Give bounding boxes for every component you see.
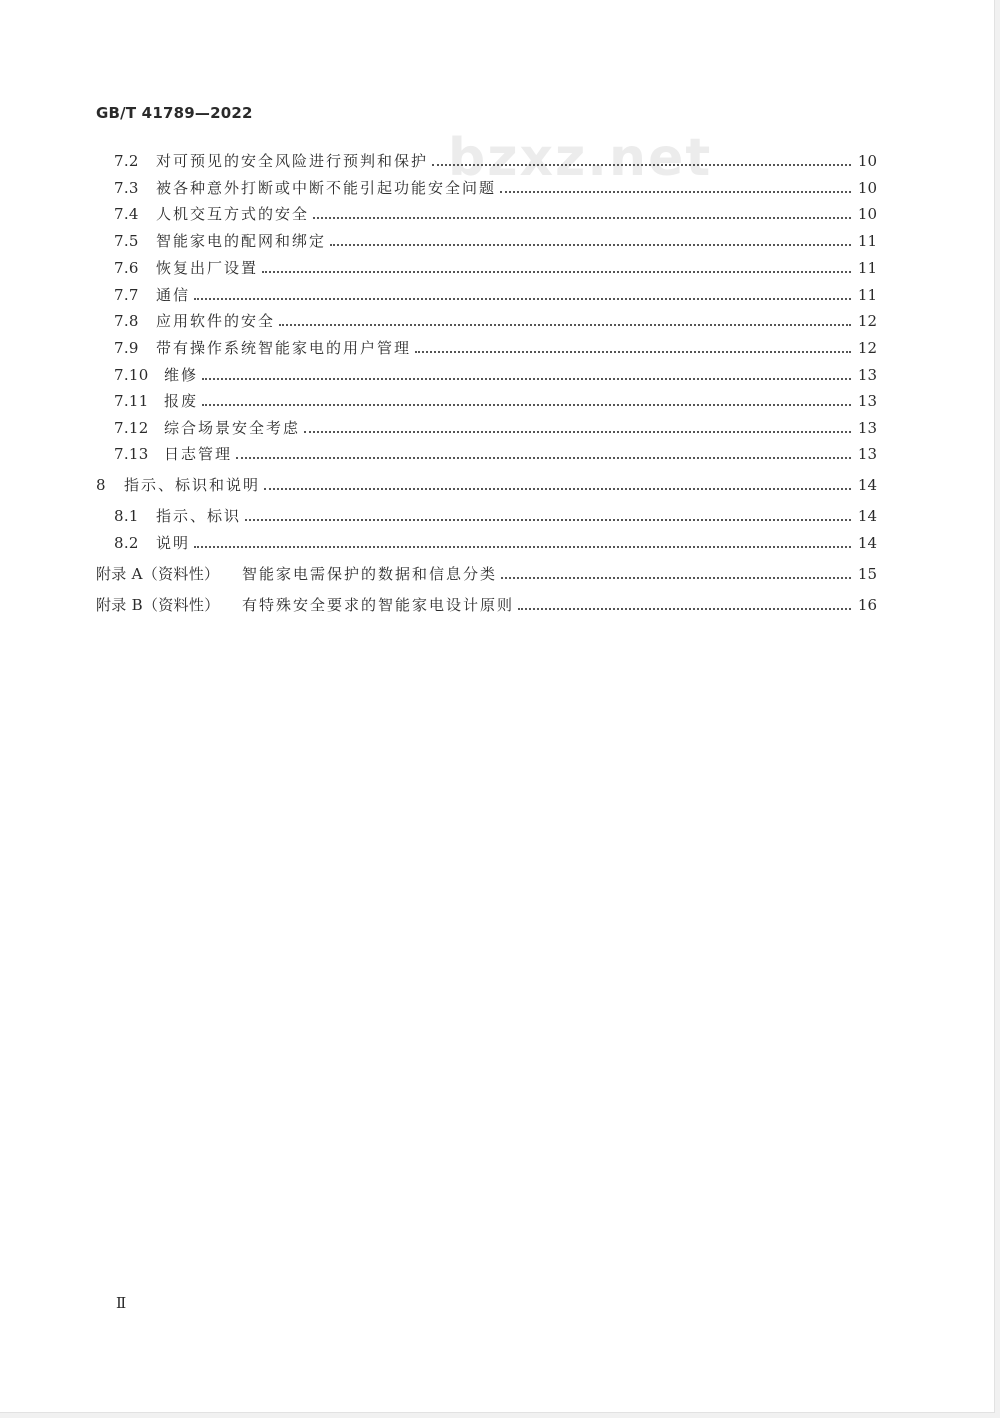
toc-entry-page: 14: [857, 507, 877, 525]
toc-entry-number: 7.4: [114, 205, 139, 223]
toc-entry-page: 12: [857, 312, 877, 330]
toc-entry-title: 指示、标识和说明: [124, 476, 261, 494]
toc-entry-page: 10: [857, 179, 877, 197]
toc-leader-dots: [415, 351, 851, 353]
toc-leader-dots: [194, 546, 851, 548]
toc-leader-dots: [245, 519, 851, 521]
page-folio: Ⅱ: [116, 1294, 127, 1312]
toc-leader-dots: [236, 457, 851, 459]
toc-entry-title: 报废: [164, 392, 199, 410]
toc-entry-page: 15: [857, 565, 877, 583]
toc-entry-page: 10: [857, 152, 877, 170]
toc-entry-page: 13: [857, 419, 877, 437]
toc-entry[interactable]: [114, 151, 877, 171]
toc-entry[interactable]: [114, 258, 877, 278]
toc-leader-dots: [202, 404, 851, 406]
toc-entry-number: 8.2: [114, 534, 139, 552]
toc-leader-dots: [330, 244, 851, 246]
toc-entry-number: 7.3: [114, 179, 139, 197]
toc-entry-number: 7.9: [114, 339, 139, 357]
toc-entry-title: 带有操作系统智能家电的用户管理: [156, 339, 412, 357]
toc-entry-title: 通信: [156, 286, 191, 304]
toc-entry-number: 8: [96, 476, 106, 494]
toc-entry[interactable]: [114, 311, 877, 331]
toc-entry-page: 11: [857, 259, 877, 277]
toc-entry[interactable]: [114, 365, 877, 385]
toc-entry[interactable]: [114, 285, 877, 305]
toc-entry[interactable]: [96, 475, 877, 495]
toc-entry[interactable]: [114, 418, 877, 438]
toc-entry-title: 被各种意外打断或中断不能引起功能安全问题: [156, 179, 497, 197]
toc-entry-title: 人机交互方式的安全: [156, 205, 310, 223]
toc-entry-number: 7.12: [114, 419, 149, 437]
toc-leader-dots: [432, 164, 851, 166]
toc-entry-title: 应用软件的安全: [156, 312, 276, 330]
toc-entry-number: 8.1: [114, 507, 139, 525]
toc-entry-page: 10: [857, 205, 877, 223]
toc-entry-number: 7.5: [114, 232, 139, 250]
toc-entry-title: 恢复出厂设置: [156, 259, 259, 277]
toc-entry[interactable]: [114, 204, 877, 224]
toc-entry-title: 对可预见的安全风险进行预判和保护: [156, 152, 429, 170]
toc-entry-page: 11: [857, 286, 877, 304]
toc-entry[interactable]: [96, 595, 877, 615]
toc-entry-title: 指示、标识: [156, 507, 242, 525]
toc-leader-dots: [279, 324, 851, 326]
toc-leader-dots: [304, 431, 851, 433]
toc-entry-title: 说明: [156, 534, 191, 552]
toc-leader-dots: [202, 378, 851, 380]
toc-leader-dots: [518, 608, 851, 610]
toc-entry-page: 12: [857, 339, 877, 357]
toc-leader-dots: [313, 217, 851, 219]
toc-entry[interactable]: [114, 506, 877, 526]
toc-entry-number: 7.10: [114, 366, 149, 384]
toc-entry[interactable]: [96, 564, 877, 584]
toc-entry[interactable]: [114, 178, 877, 198]
toc-entry-page: 16: [857, 596, 877, 614]
toc-entry-page: 14: [857, 476, 877, 494]
toc-entry-title: 综合场景安全考虑: [164, 419, 301, 437]
toc-leader-dots: [194, 298, 851, 300]
toc-leader-dots: [500, 191, 851, 193]
toc-entry-number: 7.6: [114, 259, 139, 277]
toc-entry[interactable]: [114, 444, 877, 464]
toc-entry-title: 智能家电需保护的数据和信息分类: [242, 565, 498, 583]
toc-entry[interactable]: [114, 231, 877, 251]
toc-entry-number: 附录 A（资料性）: [96, 565, 220, 583]
toc-entry-page: 13: [857, 445, 877, 463]
toc-entry-number: 附录 B（资料性）: [96, 596, 220, 614]
toc-entry-page: 13: [857, 366, 877, 384]
toc-entry[interactable]: [114, 338, 877, 358]
toc-entry-page: 11: [857, 232, 877, 250]
toc-entry-number: 7.8: [114, 312, 139, 330]
toc-entry-page: 14: [857, 534, 877, 552]
toc-entry-number: 7.11: [114, 392, 149, 410]
toc-leader-dots: [262, 271, 851, 273]
toc-entry[interactable]: [114, 391, 877, 411]
toc-entry-title: 智能家电的配网和绑定: [156, 232, 327, 250]
toc-entry-number: 7.13: [114, 445, 149, 463]
site-watermark: bzxz.net: [448, 128, 713, 188]
toc-entry-page: 13: [857, 392, 877, 410]
toc-leader-dots: [501, 577, 851, 579]
toc-entry-number: 7.2: [114, 152, 139, 170]
toc-entry-number: 7.7: [114, 286, 139, 304]
toc-entry-title: 有特殊安全要求的智能家电设计原则: [242, 596, 515, 614]
toc-entry[interactable]: [114, 533, 877, 553]
toc-entry-title: 维修: [164, 366, 199, 384]
standard-number-header: GB/T 41789—2022: [96, 104, 253, 122]
toc-entry-title: 日志管理: [164, 445, 233, 463]
toc-leader-dots: [264, 488, 851, 490]
